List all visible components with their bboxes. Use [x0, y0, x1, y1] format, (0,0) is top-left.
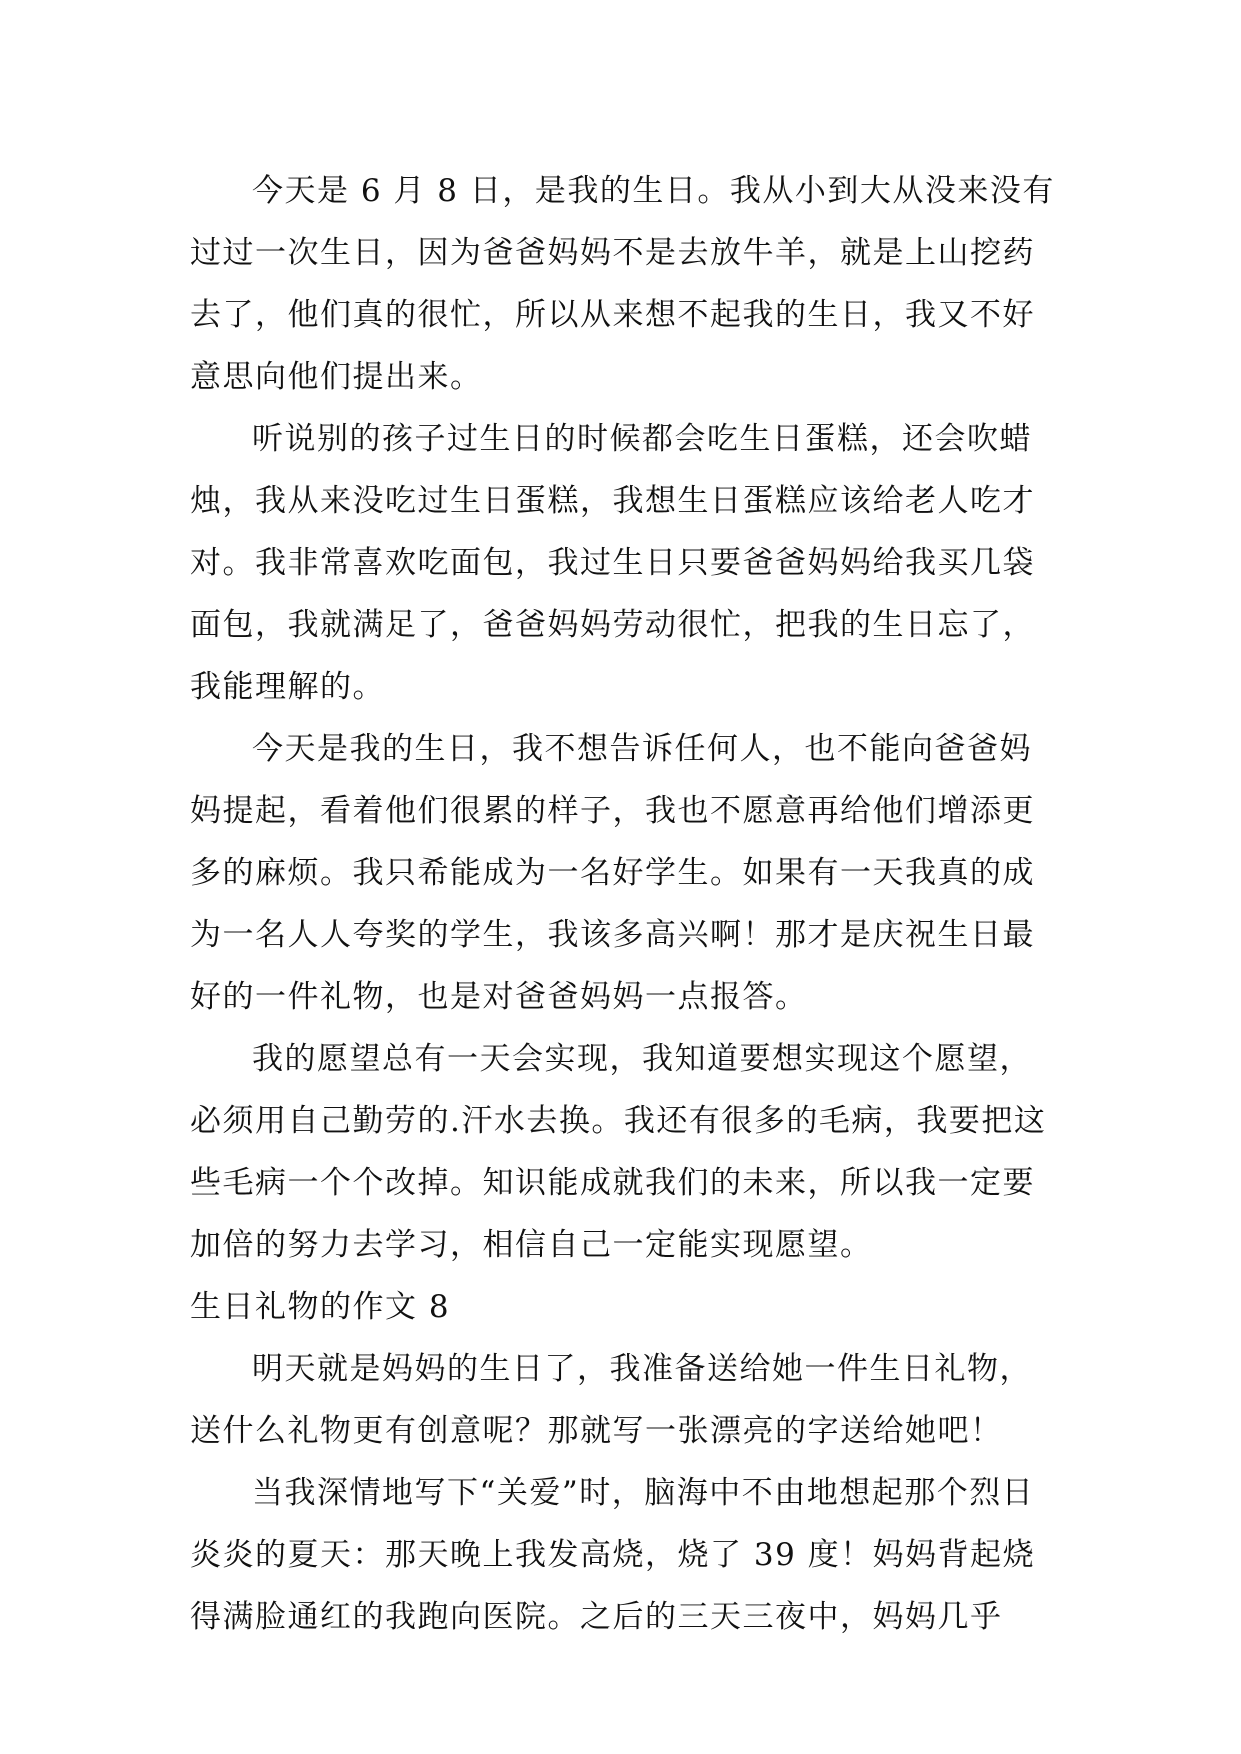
- paragraph: 今天是我的生日，我不想告诉任何人，也不能向爸爸妈妈提起，看着他们很累的样子，我也不愿意再给他们增添更多的麻烦。我只希能成为一名好学生。如果有一天我真的成为一名人人夸奖的学生，我该多高兴啊！那才是庆祝生日最好的一件礼物，也是对爸爸妈妈一点报答。: [190, 731, 1035, 1015]
- paragraph: 明天就是妈妈的生日了，我准备送给她一件生日礼物，送什么礼物更有创意呢？那就写一张漂亮的字送给她吧！: [190, 1351, 1032, 1449]
- document-body: [190, 160, 1062, 1648]
- paragraph: 我的愿望总有一天会实现，我知道要想实现这个愿望，必须用自己勤劳的.汗水去换。我还有很多的毛病，我要把这些毛病一个个改掉。知识能成就我们的未来，所以我一定要加倍的努力去学习，相信自己一定能实现愿望。: [190, 1041, 1047, 1263]
- paragraph: 今天是 6 月 8 日，是我的生日。我从小到大从没来没有过过一次生日，因为爸爸妈妈不是去放牛羊，就是上山挖药去了，他们真的很忙，所以从来想不起我的生日，我又不好意思向他们提出来。: [190, 173, 1055, 395]
- section-heading: 生日礼物的作文 8: [190, 1289, 451, 1325]
- paragraph: 当我深情地写下“关爱”时，脑海中不由地想起那个烈日炎炎的夏天：那天晚上我发高烧，烧了 39 度！妈妈背起烧得满脸通红的我跑向医院。之后的三天三夜中，妈妈几乎: [190, 1475, 1036, 1635]
- paragraph: 听说别的孩子过生日的时候都会吃生日蛋糕，还会吹蜡烛，我从来没吃过生日蛋糕，我想生日蛋糕应该给老人吃才对。我非常喜欢吃面包，我过生日只要爸爸妈妈给我买几袋面包，我就满足了，爸爸妈妈劳动很忙，把我的生日忘了，我能理解的。: [190, 421, 1035, 705]
